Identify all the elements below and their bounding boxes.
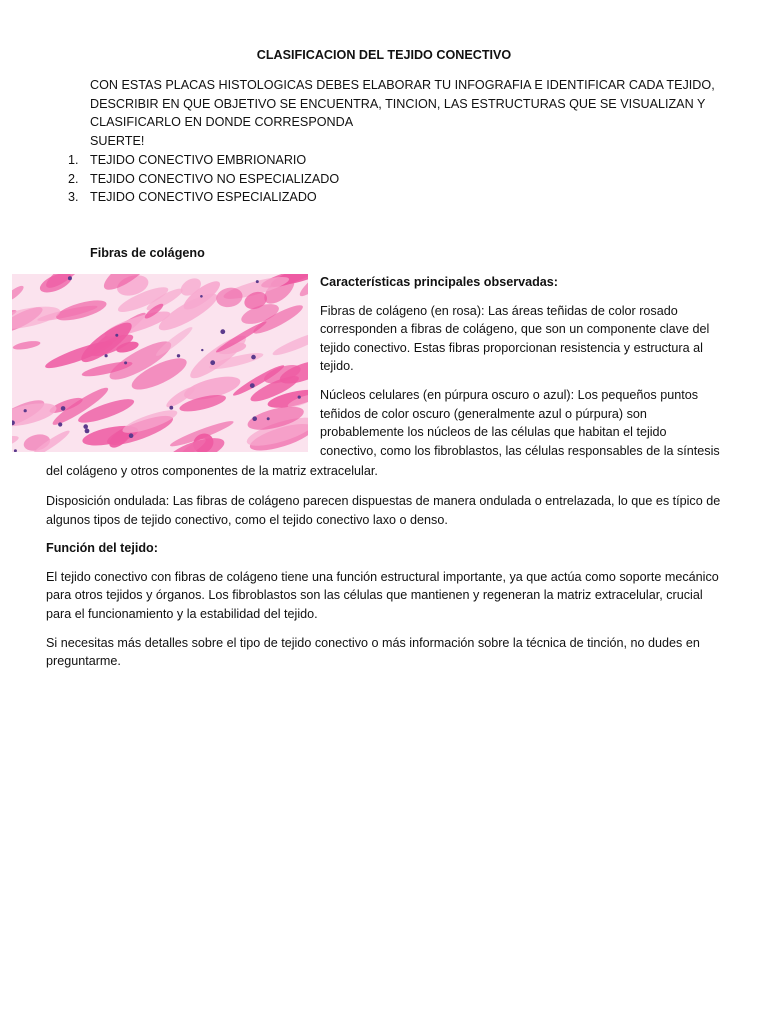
list-item [68,188,668,207]
collagen-fibers-paragraph: Fibras de colágeno (en rosa): Las áreas teñidas de color rosado corresponden a fibras de colágeno, que son un componente clave del tejido conectivo. Estas fibras proporcionan resistencia y estructura al tejido. [320,303,710,374]
intro-good-luck: SUERTE! [90,133,145,148]
list-text: TEJIDO CONECTIVO ESPECIALIZADO [90,190,317,205]
cell-nucleus [250,383,255,388]
cell-nucleus [251,355,256,360]
closing-paragraph: Si necesitas más detalles sobre el tipo de tejido conectivo o más información sobre la técnica de tinción, no dudes en preguntarme. [46,635,700,669]
cell-nucleus [210,360,215,365]
cell-nucleus [124,361,127,364]
list-number: 2. [68,171,79,186]
section-subheading: Fibras de colágeno [90,246,205,260]
function-paragraph: El tejido conectivo con fibras de colágeno tiene una función estructural importante, ya que actúa como soporte mecánico para otros tejidos y órganos. Los fibroblastos son las células que mantienen y regeneran la matriz extracelular, crucial para el funcionamiento y la estabilidad del tejido. [46,569,719,621]
list-text: TEJIDO CONECTIVO EMBRIONARIO [90,153,307,167]
cell-nucleus [220,329,225,334]
cell-nucleus [58,422,62,426]
intro-block [90,76,730,150]
cell-nucleus [252,416,257,421]
cell-nucleus [256,280,259,283]
document-title: CLASIFICACION DEL TEJIDO CONECTIVO [256,48,512,62]
list-number: 3. [68,190,79,205]
cell-nucleus [200,295,203,298]
list-item [68,170,668,189]
arrangement-paragraph: Disposición ondulada: Las fibras de colágeno parecen dispuestas de manera ondulada o entrelazada, lo que es típico de algunos tipos de tejido conectivo, como el tejido conectivo laxo o denso. [46,494,721,527]
cell-nucleus [177,354,180,357]
histology-image [12,274,308,452]
cell-nucleus [169,406,173,410]
cell-nucleus [61,406,66,411]
function-heading: Función del tejido: [46,541,158,556]
cell-nucleus [201,349,203,351]
list-text: TEJIDO CONECTIVO NO ESPECIALIZADO [90,171,340,186]
nuclei-paragraph: Núcleos celulares (en púrpura oscuro o azul): Los pequeños puntos teñidos de color oscuro (generalmente azul o púrpura) son probablemente los núcleos de las células que habitan el tejido conectivo, como los fibroblastos, las células responsables de la síntesis [320,387,720,458]
cell-nucleus [115,334,118,337]
observations-heading: Características principales observadas: [320,275,559,289]
cell-nucleus [105,354,108,357]
cell-nucleus [68,276,72,280]
list-item [68,151,668,170]
nuclei-paragraph-continued: del colágeno y otros componentes de la matriz extracelular. [46,464,378,478]
cell-nucleus [129,433,134,438]
cell-nucleus [298,396,301,399]
cell-nucleus [85,429,90,434]
body-text [46,492,730,681]
cell-nucleus [267,417,270,420]
tissue-list [68,151,668,207]
cell-nucleus [83,424,88,429]
cell-nucleus [24,409,27,412]
observations-column [320,273,720,470]
list-number: 1. [68,153,79,167]
collagen-micrograph [12,274,308,452]
intro-instructions: CON ESTAS PLACAS HISTOLOGICAS DEBES ELABORAR TU INFOGRAFIA E IDENTIFICAR CADA TEJIDO, DESCRIBIR EN QUE OBJETIVO SE ENCUENTRA, TINCION, LAS ESTRUCTURAS QUE SE VISUALIZAN Y CLASIFICARLO EN DONDE CORRESPONDA [90,78,715,130]
